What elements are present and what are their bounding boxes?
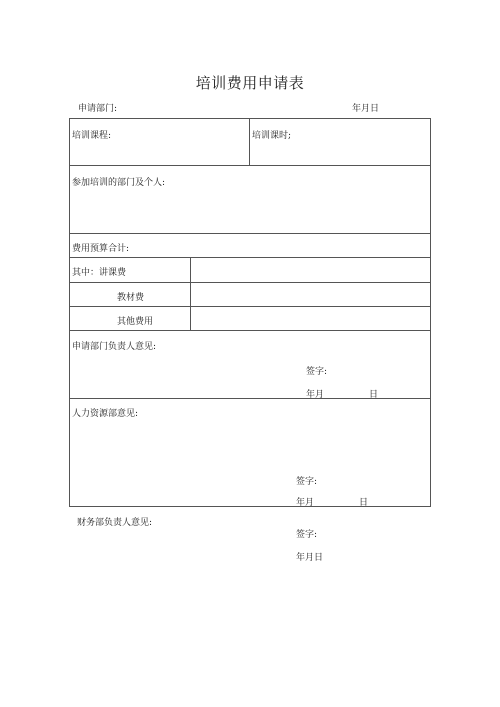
course-hours-divider (249, 118, 250, 166)
finance-date: 年月日 (296, 553, 324, 563)
dept-head-date-ym: 年月 (306, 390, 325, 400)
course-label: 培训课程: (72, 131, 112, 141)
row-divider (69, 233, 431, 234)
other-fee-label: 其他费用 (117, 317, 154, 327)
budget-total-label: 费用预算合计: (72, 244, 130, 254)
row-divider (69, 330, 431, 331)
fee-column-divider (190, 257, 191, 331)
hr-sign: 签字: (296, 477, 318, 487)
hr-date-d: 日 (359, 498, 369, 508)
lecture-fee-label: 其中：讲课费 (72, 268, 127, 278)
hr-opinion-label: 人力资源部意见: (72, 409, 139, 419)
table-left-border (69, 118, 70, 507)
apply-dept-label: 申请部门: (78, 104, 118, 114)
finance-sign: 签字: (296, 530, 318, 540)
hours-label: 培训课时; (252, 131, 292, 141)
row-divider (69, 257, 431, 258)
table-right-border (430, 118, 431, 507)
dept-head-date-d: 日 (369, 390, 379, 400)
participants-label: 参加培训的部门及个人: (72, 178, 166, 188)
form-title: 培训费用申请表 (195, 74, 305, 92)
table-bottom-border (69, 506, 431, 507)
table-top-border (69, 118, 431, 119)
date-label-top: 年月日 (352, 104, 380, 114)
material-fee-label: 教材费 (117, 293, 145, 303)
dept-head-opinion-label: 申请部门负责人意见: (72, 342, 157, 352)
hr-date-ym: 年月 (296, 498, 315, 508)
row-divider (69, 306, 431, 307)
row-divider (69, 165, 431, 166)
dept-head-sign: 签字: (306, 367, 328, 377)
finance-opinion-label: 财务部负责人意见: (77, 518, 153, 528)
row-divider (69, 282, 431, 283)
